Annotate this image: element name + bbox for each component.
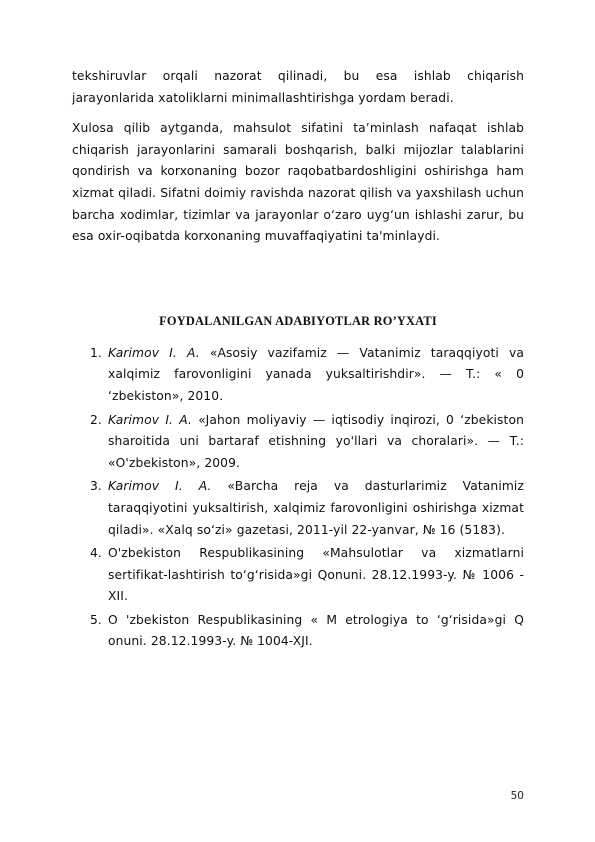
reference-number: 5. (90, 612, 102, 627)
reference-item-4 (72, 543, 524, 608)
reference-item-5 (72, 610, 524, 653)
reference-number: 2. (90, 412, 102, 427)
document-page (72, 66, 524, 653)
body-paragraph-1: tekshiruvlar orqali nazorat qilinadi, bu esa ishlab chiqarish jarayonlarida xatoliklarni minimallashtirishga yordam beradi. (72, 69, 524, 105)
reference-item-2 (72, 410, 524, 475)
reference-author: Karimov I. A. (108, 345, 200, 360)
body-paragraph-2: Xulosa qilib aytganda, mahsulot sifatini ta’minlash nafaqat ishlab chiqarish jarayonlarini samarali boshqarish, balki mijozlar talablarini qondirish va korxonaning bozor raqobatbardoshligini oshirishga ham xizmat qiladi. Sifatni doimiy ravishda nazorat qilish va yaxshilash uchun barcha xodimlar, tizimlar va jarayonlar o‘zaro uyg‘un ishlashi zarur, bu esa oxir-oqibatda korxonaning muvaffaqiyatini ta'minlaydi. (72, 121, 524, 244)
reference-item-3 (72, 476, 524, 541)
reference-text: «Asosiy vazifamiz — Vatanimiz taraqqiyoti va xalqimiz farovonligini yanada yuksaltirishdir». — T.: « 0 ‘zbekiston», 2010. (108, 345, 524, 403)
references-list (72, 343, 524, 653)
reference-author: Karimov I. A. (108, 479, 212, 494)
reference-number: 3. (90, 479, 102, 494)
reference-text: «Jahon moliyaviy — iqtisodiy inqirozi, 0 ‘zbekiston sharoitida uni bartaraf etishning yo'llari va choralari». — T.: «O'zbekiston», 2009. (108, 412, 524, 470)
reference-text: O 'zbekiston Respublikasining « M etrologiya to ‘g‘risida»gi Q onuni. 28.12.1993-y. № 1004-XJI. (108, 612, 524, 649)
reference-item-1 (72, 343, 524, 408)
section-spacer (72, 248, 524, 314)
references-heading: FOYDALANILGAN ADABIYOTLAR RO’YXATI (159, 313, 437, 328)
reference-text: «Barcha reja va dasturlarimiz Vatanimiz taraqqiyotini yuksaltirish, xalqimiz farovonligini oshirishga xizmat qiladi». «Xalq so‘zi» gazetasi, 2011-yil 22-yanvar, № 16 (5183). (108, 479, 524, 537)
page-number: 50 (510, 790, 524, 802)
reference-author: Karimov I. A. (108, 412, 193, 427)
reference-number: 1. (90, 345, 102, 360)
reference-number: 4. (90, 546, 102, 561)
reference-text: O'zbekiston Respublikasining «Mahsulotlar va xizmatlarni sertifikat-lashtirish to‘g‘risida»gi Qonuni. 28.12.1993-y. № 1006 - XII. (108, 546, 524, 604)
